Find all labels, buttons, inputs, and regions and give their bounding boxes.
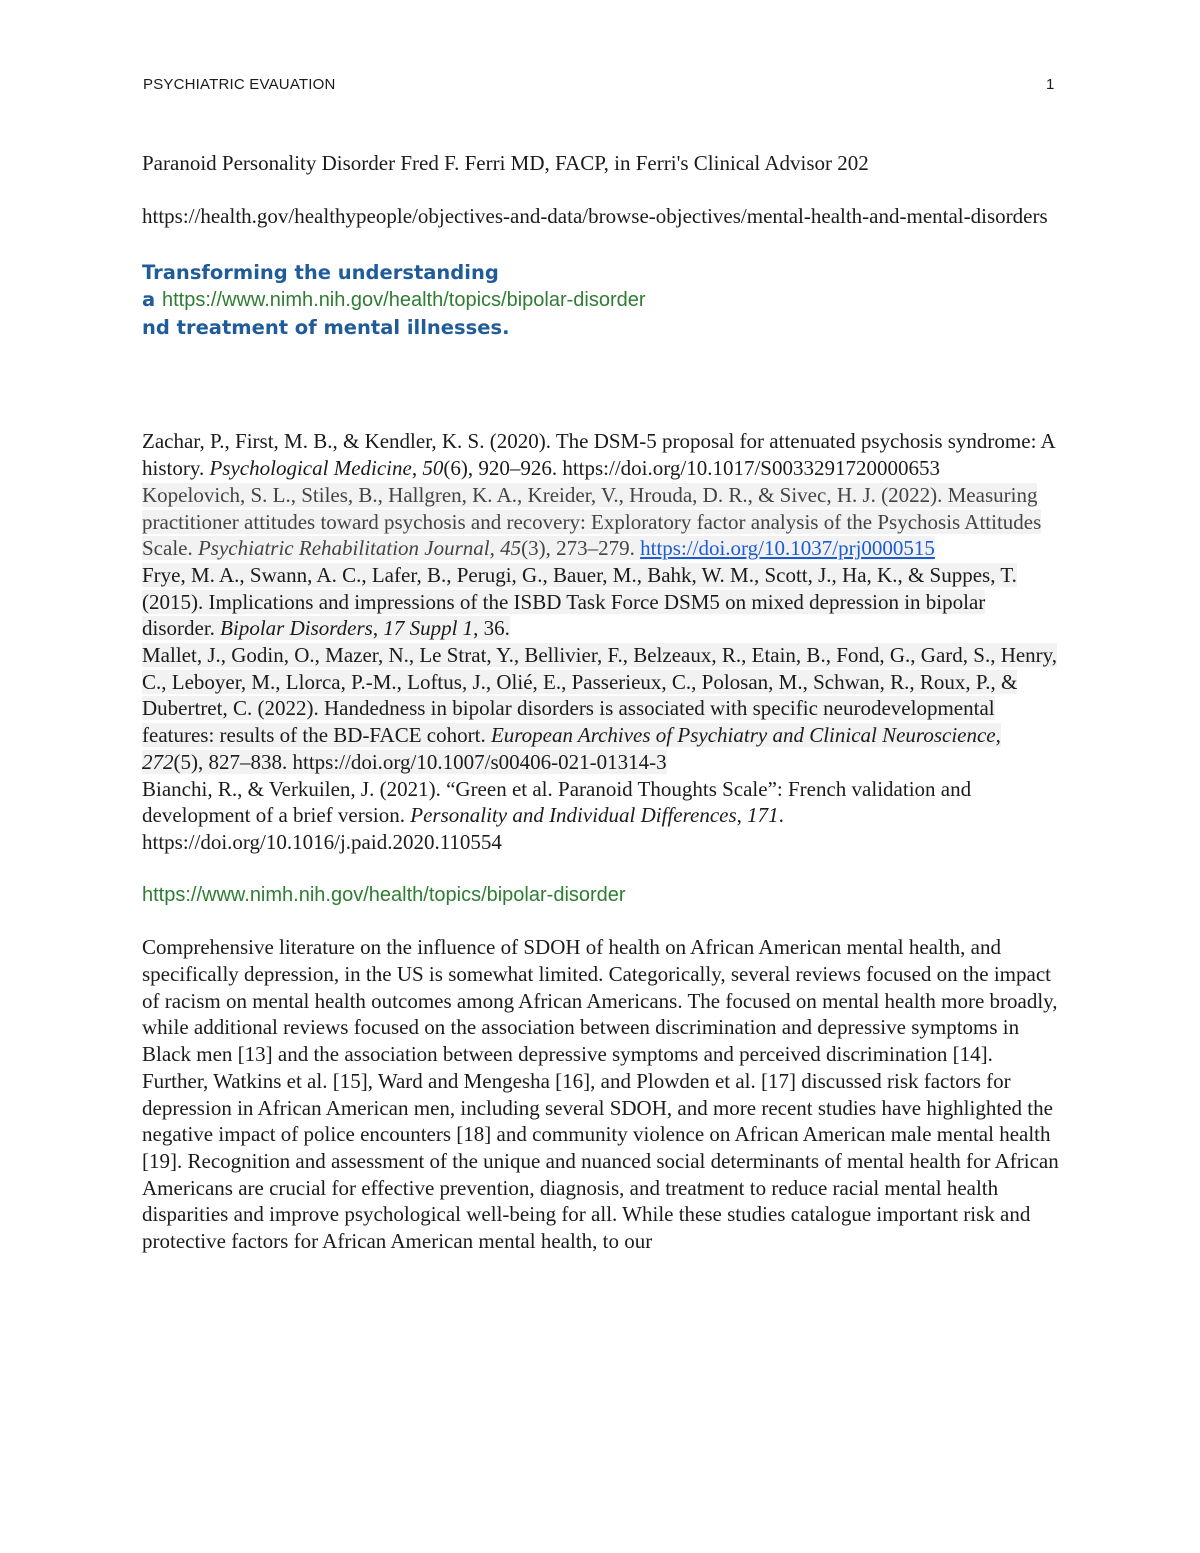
reference-text: Kopelovich, S. L., Stiles, B., Hallgren, K. A., Kreider, V., Hrouda, D. R., & Sivec, H. J. (2022). Measuring practitioner attitudes toward psychosis and recovery: Exploratory factor analysis of the Psychosis Attitudes Scale. [142, 482, 1042, 561]
reference-journal: Bipolar Disorders [220, 616, 373, 641]
reference-sep: , [995, 723, 1001, 748]
reference-details: . https://doi.org/10.1016/j.paid.2020.110554 [142, 803, 784, 854]
reference-item [142, 562, 1062, 642]
nimh-inline-link[interactable]: https://www.nimh.nih.gov/health/topics/bipolar-disorder [161, 289, 646, 312]
reference-item [142, 428, 1062, 481]
reference-volume: 272 [142, 749, 174, 774]
reference-sep: , [372, 616, 384, 641]
reference-item [142, 482, 1062, 562]
closing-paragraph: Comprehensive literature on the influence of SDOH of health on African American mental health, and specifically depression, in the US is somewhat limited. Categorically, several reviews focused on the impact of racism on mental health outcomes among African Americans. The focused on mental health more broadly, while additional reviews focused on the association between discrimination and depressive symptoms in Black men [13] and the association between depressive symptoms and perceived discrimination [14]. Further, Watkins et al. [15], Ward and Mengesha [16], and Plowden et al. [17] discussed risk factors for depression in African American men, including several SDOH, and more recent studies have highlighted the negative impact of police encounters [18] and community violence on African American male mental health [19]. Recognition and assessment of the unique and nuanced social determinants of mental health for African Americans are crucial for effective prevention, diagnosis, and treatment to reduce racial mental health disparities and improve psychological well-being for all. While these studies catalogue important risk and protective factors for African American mental health, to our [142, 935, 1059, 1254]
reference-text: Bianchi, R., & Verkuilen, J. (2021). “Green et al. Paranoid Thoughts Scale”: French validation and development of a brief version. [142, 776, 972, 828]
reference-details: (3), 273–279. [521, 536, 641, 561]
reference-volume: 17 Suppl 1 [383, 616, 474, 641]
reference-text: Frye, M. A., Swann, A. C., Lafer, B., Perugi, G., Bauer, M., Bahk, W. M., Scott, J., Ha, K., & Suppes, T. (2015). Implications and impressions of the ISBD Task Force DSM5 on mixed depression in bipolar disorder. [142, 562, 1017, 641]
document-body [142, 150, 1062, 1255]
citation-line: Paranoid Personality Disorder Fred F. Ferri MD, FACP, in Ferri's Clinical Advisor 202 [142, 151, 869, 175]
reference-details: , 36. [473, 616, 510, 641]
mission-line-2 [142, 286, 1062, 314]
reference-journal: Psychological Medicine [209, 456, 412, 481]
reference-text: Zachar, P., First, M. B., & Kendler, K. S. (2020). The DSM-5 proposal for attenuated psychosis syndrome: A history. [142, 429, 1055, 481]
reference-item [142, 642, 1062, 776]
nimh-standalone-link[interactable]: https://www.nimh.nih.gov/health/topics/bipolar-disorder [142, 883, 626, 906]
reference-sep: , [736, 803, 748, 828]
reference-details: (6), 920–926. https://doi.org/10.1017/S0033291720000653 [443, 456, 940, 481]
page-number: 1 [1046, 76, 1055, 93]
reference-volume: 45 [500, 536, 522, 561]
reference-details: (5), 827–838. https://doi.org/10.1007/s00406-021-01314-3 [173, 749, 667, 774]
reference-journal: Psychiatric Rehabilitation Journal [197, 536, 490, 561]
reference-sep: , [489, 536, 501, 561]
mission-line-1: Transforming the understanding [142, 261, 499, 285]
mission-line-2-prefix: a [142, 288, 156, 312]
mission-line-3: nd treatment of mental illnesses. [142, 316, 510, 340]
reference-sep: , [411, 456, 423, 481]
mission-block [142, 259, 1062, 341]
doi-link[interactable]: https://doi.org/10.1037/prj0000515 [640, 536, 935, 561]
reference-journal: Personality and Individual Differences [410, 803, 737, 828]
reference-text: Mallet, J., Godin, O., Mazer, N., Le Strat, Y., Bellivier, F., Belzeaux, R., Etain, B., Fond, G., Gard, S., Henry, C., Leboyer, M., Llorca, P.-M., Loftus, J., Olié, E., Passerieux, C., Polosan, M., Schwan, R., Roux, P., & Dubertret, C. (2022). Handedness in bipolar disorders is associated with specific neurodevelopmental features: results of the BD-FACE cohort. [142, 643, 1058, 748]
reference-volume: 50 [422, 456, 444, 481]
running-header: PSYCHIATRIC EVAUATION [143, 76, 336, 93]
reference-list [142, 428, 1062, 855]
reference-volume: 171 [747, 803, 779, 828]
reference-item [142, 776, 1062, 856]
reference-journal: European Archives of Psychiatry and Clinical Neuroscience [490, 723, 996, 748]
health-gov-url: https://health.gov/healthypeople/objectives-and-data/browse-objectives/mental-health-and-mental-disorders [142, 203, 1048, 228]
